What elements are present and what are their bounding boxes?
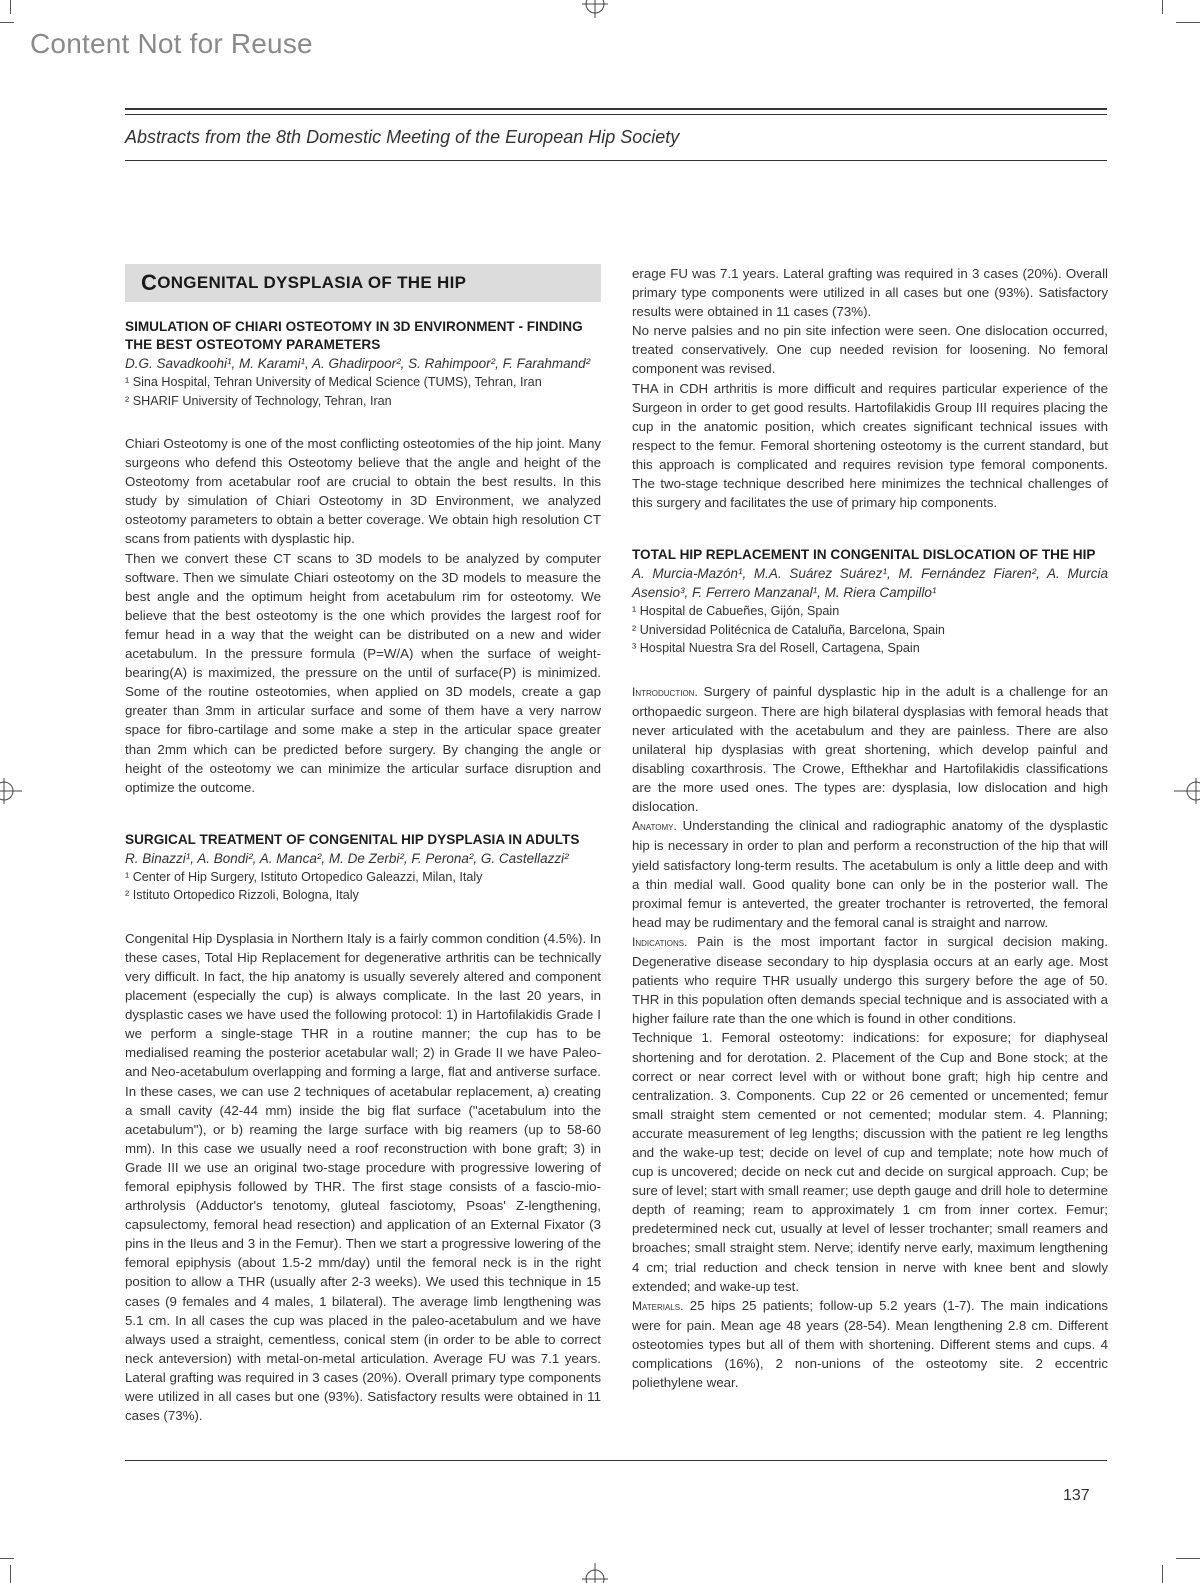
crop-mark-tr-v: [1162, 0, 1163, 14]
abstract-paragraph-continued: erage FU was 7.1 years. Lateral grafting was required in 3 cases (20%). Overall primary type components were utilized in all cases but one (93%). Satisfactory results were obtained in 11 cases (73%).: [632, 266, 1108, 320]
abstract-total-hip-replacement: [632, 546, 1108, 1392]
crop-mark-bl-h: [0, 1558, 14, 1559]
materials-lead: Materials.: [632, 1298, 684, 1313]
section-title: ONGENITAL DYSPLASIA OF THE HIP: [157, 273, 467, 293]
abstract-surgical-treatment: [125, 831, 601, 1424]
materials-text: 25 hips 25 patients; follow-up 5.2 years (1-7). The main indications were for pain. Mean age 48 years (28-54). Mean lengthening 2.8 cm. Different osteotomies types but all of them with shortening. Different stems and cups. 4 complications (16%), 2 non-unions of the osteotomy site. 2 eccentric poliethylene wear.: [632, 1297, 1108, 1391]
header-rule-bottom: [125, 160, 1107, 161]
registration-mark-right-icon: [1174, 776, 1200, 806]
abstract-paragraph: Congenital Hip Dysplasia in Northern Italy is a fairly common condition (4.5%). In these cases, Total Hip Replacement for degenerative arthritis can be technically very difficult. In fact, the hip anatomy is usually severely altered and component placement (especially the cup) is always complicate. In the last 20 years, in dysplastic cases we have used the following protocol: 1) in Hartofilakidis Grade I we perform a single-stage THR in a routine manner; the cup has to be medialised reaming the posterior acetabular wall; 2) in Grade II we have Paleo- and Neo-acetabulum overlapping and forming a large, flat and antiverse surface. In these cases, we can use 2 techniques of acetabular replacement, a) creating a small cavity (42-44 mm) inside the big flat surface ("acetabulum into the acetabulum"), or b) reaming the large surface with big reamers (up to 58-60 mm). In this case we usually need a roof reconstruction with bone graft; 3) in Grade III we use an original two-stage procedure with progressive lowering of femoral epiphysis followed by THR. The first stage consists of a fascio-mio-arthrolysis (Adductor's tenotomy, gluteal fasciotomy, Psoas' Z-lengthening, capsulectomy, femoral head resection) and application of an External Fixator (3 pins in the Ileus and 3 in the Femur). Then we start a progressive lowering of the femoral epiphysis (about 1.5-2 mm/day) until the femoral neck is in the right position to allow a THR (usually after 2-3 weeks). We used this technique in 15 cases (9 females and 4 males, 1 bilateral). The average limb lengthening was 5.1 cm. In all cases the cup was placed in the paleo-acetabulum and we have always used a straight, cementless, conical stem (in order to be able to correct neck anteversion) with metal-on-metal articulation. Average FU was 7.1 years. Lateral grafting was required in 3 cases (20%). Overall primary type components were utilized in all cases but one (93%). Satisfactory results were obtained in 11 cases (73%).: [125, 930, 601, 1424]
page-number: 137: [1063, 1487, 1090, 1504]
abstract-authors: A. Murcia-Mazón¹, M.A. Suárez Suárez¹, M. Fernández Fiaren², A. Murcia Asensio³, F. Ferrero Manzanal¹, M. Riera Campillo¹: [632, 566, 1108, 601]
abstract-paragraph: Chiari Osteotomy is one of the most conflicting osteotomies of the hip joint. Many surgeons who defend this Osteotomy believe that the angle and height of the Osteotomy from acetabular roof are crucial to obtain the best results. In this study by simulation of Chiari Osteotomy in 3D Environment, we analyzed osteotomy parameters to obtain a better coverage. We obtain high resolution CT scans from patients with dysplastic hip.: [125, 436, 601, 547]
affiliation: ¹ Center of Hip Surgery, Istituto Ortopedico Galeazzi, Milan, Italy: [125, 869, 483, 884]
indications-text: Pain is the most important factor in surgical decision making. Degenerative disease secondary to hip dysplasia occurs at an early age. Most patients who require THR usually undergo this surgery before the age of 50. THR in this population often demands special technique and is associated with a higher failure rate than the one which is found in other conditions.: [632, 933, 1108, 1027]
affiliation: ² Universidad Politécnica de Cataluña, Barcelona, Spain: [632, 622, 945, 637]
abstract-title: SIMULATION OF CHIARI OSTEOTOMY IN 3D ENVIRONMENT - FINDING THE BEST OSTEOTOMY PARAMETERS: [125, 319, 583, 352]
abstract-authors: D.G. Savadkoohi¹, M. Karami¹, A. Ghadirpoor², S. Rahimpoor², F. Farahmand²: [125, 356, 591, 371]
introduction-text: Surgery of painful dysplastic hip in the adult is a challenge for an orthopaedic surgeon. There are high bilateral dysplasias with femoral heads that never articulated with the acetabulum and they are painless. There are also unilateral hip dysplasias with great shortening, which develop painful and disabling coxarthrosis. The Crowe, Efthekhar and Hartofilakidis classifications are the more used ones. The types are: dysplasia, low dislocation and high dislocation.: [632, 683, 1108, 815]
header-rule-thick: [125, 108, 1107, 110]
footer-rule: [125, 1460, 1107, 1461]
abstract-title: TOTAL HIP REPLACEMENT IN CONGENITAL DISLOCATION OF THE HIP: [632, 547, 1096, 563]
crop-mark-tl-v: [10, 0, 11, 14]
affiliation: ³ Hospital Nuestra Sra del Rosell, Cartagena, Spain: [632, 641, 920, 656]
indications-lead: Indications.: [632, 934, 688, 949]
abstract-paragraph: No nerve palsies and no pin site infection were seen. One dislocation occurred, treated conservatively. One cup needed revision for loosening. No femoral component was revised.: [632, 323, 1108, 377]
anatomy-text: Understanding the clinical and radiographic anatomy of the dysplastic hip is necessary in order to plan and perform a reconstruction of the hip that will yield satisfactory long-term results. The acetabulum is only a little deep and with a thin medial wall. Good quality bone can only be in the posterior wall. The proximal femur is anteverted, the greater trochanter is retroverted, the femoral head may be rudimentary and the femoral canal is straight and narrow.: [632, 818, 1108, 930]
right-column: [632, 264, 1108, 1392]
crop-mark-tl-h: [0, 22, 14, 23]
indications-paragraph: [632, 932, 1108, 1028]
registration-mark-top-icon: [580, 0, 610, 18]
abstract-authors: R. Binazzi¹, A. Bondi², A. Manca², M. De Zerbi², F. Perona², G. Castellazzi²: [125, 850, 569, 866]
abstract-title: SURGICAL TREATMENT OF CONGENITAL HIP DYSPLASIA IN ADULTS: [125, 831, 580, 847]
section-banner: [125, 264, 601, 302]
anatomy-paragraph: [632, 816, 1108, 932]
registration-mark-bottom-icon: [580, 1563, 610, 1583]
abstract-chiari: [125, 318, 601, 797]
technique-paragraph: Technique 1. Femoral osteotomy: indications: for exposure; for diaphyseal shortening and for derotation. 2. Placement of the Cup and Bone stock; at the correct or near correct level with or without bone graft; high hip centre and centralization. 3. Components. Cup 22 or 26 cemented or uncemented; femur small straight stem cemented or not cemented; modular stem. 4. Planning; accurate measurement of leg lengths; discussion with the patient re leg lengths and the wake-up test; decide on level of cup and template; note how much of cup is uncovered; decide on neck cut and decide on surgical approach. Cup; be sure of level; start with small reamer; use depth gauge and drill hole to determine depth of reaming; ream to approximately 1 cm from inner cortex. Femur; predetermined neck cut, usually at level of lesser trochanter; small reamers and broaches; small straight stem. Nerve; identify nerve early, maximum lengthening 4 cm; trial reduction and check tension in nerve with knee bent and slowly extended; and wake-up test.: [632, 1030, 1108, 1294]
affiliation: ¹ Sina Hospital, Tehran University of Medical Science (TUMS), Tehran, Iran: [125, 375, 542, 389]
materials-paragraph: [632, 1296, 1108, 1392]
crop-mark-br-h: [1176, 1558, 1200, 1559]
running-head: Abstracts from the 8th Domestic Meeting of the European Hip Society: [125, 127, 680, 147]
registration-mark-left-icon: [0, 776, 22, 806]
watermark-text: Content Not for Reuse: [30, 28, 313, 59]
anatomy-lead: Anatomy.: [632, 819, 677, 834]
affiliation: ² Istituto Ortopedico Rizzoli, Bologna, Italy: [125, 888, 359, 903]
crop-mark-bl-v: [10, 1565, 11, 1583]
section-title-initial: C: [141, 270, 158, 296]
abstract-paragraph: THA in CDH arthritis is more difficult and requires particular experience of the Surgeon in order to get good results. Hartofilakidis Group III requires placing the cup in the anatomic position, which creates significant technical issues with respect to the femur. Femoral shortening osteotomy is the current standard, but this approach is complicated and requires revision type femoral components. The two-stage technique described here minimizes the technical challenges of this surgery and facilitates the use of primary hip components.: [632, 380, 1108, 511]
crop-mark-br-v: [1162, 1565, 1163, 1583]
abstract-paragraph: Then we convert these CT scans to 3D models to be analyzed by computer software. Then we simulate Chiari osteotomy on the 3D models to measure the best angle and the optimum height from acetabulum rim for osteotomy. We believe that the best osteotomy is the one which provides the largest roof for femur head in a way that the weight can be distributed on a new and wider acetabulum. In the pressure formula (P=W/A) when the surface of weight-bearing(A) is maximized, the pressure on the until of surface(P) is minimized. Some of the routine osteotomies, when applied on 3D models, create a gap greater than 3mm in articular surface and some of them have a very narrow space for fibro-cartilage and some make a step in the articular space greater than 2mm which can be predicted before surgery. By changing the angle or height of the osteotomy we can minimize the articular surface disruption and optimize the outcome.: [125, 550, 601, 795]
crop-mark-tr-h: [1176, 22, 1200, 23]
left-column: [125, 264, 601, 1424]
introduction-lead: Introduction.: [632, 684, 698, 699]
affiliation: ¹ Hospital de Cabueñes, Gijón, Spain: [632, 604, 840, 619]
introduction-paragraph: [632, 682, 1108, 817]
header-rule-thin: [125, 114, 1107, 115]
affiliation: ² SHARIF University of Technology, Tehran, Iran: [125, 393, 392, 408]
